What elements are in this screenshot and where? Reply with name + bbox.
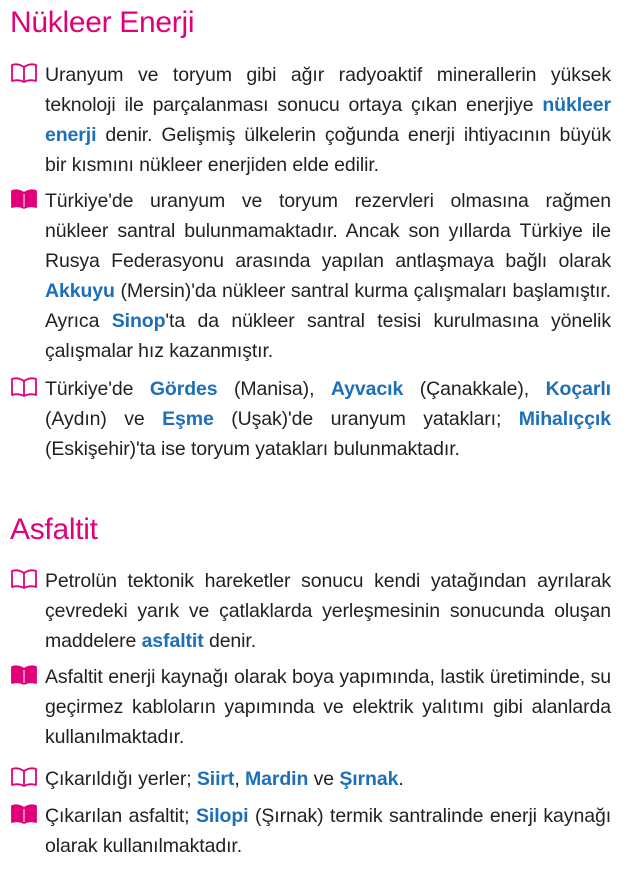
highlight-term: Koçarlı xyxy=(545,378,611,400)
text-run: (Eskişehir)'ta ise toryum yatakları bulunmaktadır. xyxy=(45,438,460,460)
highlight-term: nükleer enerji xyxy=(45,94,611,146)
text-run: (Çanakkale), xyxy=(403,378,546,400)
section-heading: Nükleer Enerji xyxy=(10,6,195,39)
paragraph-text xyxy=(45,764,611,794)
paragraph xyxy=(0,374,620,464)
text-run: Uranyum ve toryum gibi ağır radyoaktif minerallerin yüksek teknoloji ile parçalanması sonucu ortaya çıkan enerjiye xyxy=(45,64,611,116)
text-run: ve xyxy=(308,768,340,790)
text-run: (Manisa), xyxy=(217,378,331,400)
highlight-term: Siirt xyxy=(196,768,235,790)
highlight-term: Eşme xyxy=(162,408,214,430)
paragraph-text xyxy=(45,662,611,752)
paragraph xyxy=(0,801,620,861)
text-run: . xyxy=(398,768,404,790)
text-run: (Mersin)'da nükleer santral kurma çalışmaları başlamıştır. Ayrıca xyxy=(45,280,611,332)
highlight-term: Silopi xyxy=(196,805,249,827)
paragraph xyxy=(0,186,620,366)
highlight-term: Mihalıççık xyxy=(518,408,611,430)
text-run: Çıkarıldığı yerler; xyxy=(45,768,197,790)
paragraph xyxy=(0,662,620,752)
open-book-outline-icon xyxy=(10,568,38,590)
open-book-filled-icon xyxy=(10,188,38,210)
text-run: denir. Gelişmiş ülkelerin çoğunda enerji ihtiyacının büyük bir kısmını nükleer enerjiden elde edilir. xyxy=(45,124,611,176)
open-book-filled-icon xyxy=(10,664,38,686)
highlight-term: Sinop xyxy=(111,310,166,332)
text-run: , xyxy=(234,768,245,790)
open-book-filled-icon xyxy=(10,803,38,825)
text-run: (Şırnak) termik santralinde enerji kaynağı olarak kullanılmaktadır. xyxy=(45,805,612,857)
highlight-term: Akkuyu xyxy=(45,280,115,302)
paragraph-text xyxy=(45,801,611,861)
highlight-term: Şırnak xyxy=(339,768,399,790)
text-run: Türkiye'de xyxy=(45,378,150,400)
text-run: Çıkarılan asfaltit; xyxy=(45,805,197,827)
paragraph-text xyxy=(45,374,611,464)
open-book-outline-icon xyxy=(10,766,38,788)
text-run: Asfaltit enerji kaynağı olarak boya yapımında, lastik üretiminde, su geçirmez kabloların yapımında ve elektrik yalıtımı gibi alanlarda kullanılmaktadır. xyxy=(45,666,611,748)
text-run: Petrolün tektonik hareketler sonucu kendi yatağından ayrılarak çevredeki yarık ve çatlaklarda yerleşmesinin sonucunda oluşan maddelere xyxy=(45,570,611,652)
paragraph xyxy=(0,764,620,794)
text-run: 'ta da nükleer santral tesisi kurulmasına yönelik çalışmalar hız kazanmıştır. xyxy=(45,310,611,362)
paragraph-text xyxy=(45,566,611,656)
text-run: (Aydın) ve xyxy=(45,408,163,430)
text-run: (Uşak)'de uranyum yatakları; xyxy=(213,408,519,430)
highlight-term: Mardin xyxy=(244,768,309,790)
open-book-outline-icon xyxy=(10,62,38,84)
text-run: Türkiye'de uranyum ve toryum rezervleri olmasına rağmen nükleer santral bulunmamaktadır. Ancak son yıllarda Türkiye ile Rusya Federasyonu arasında yapılan antlaşmaya bağlı olarak xyxy=(45,190,611,272)
highlight-term: asfaltit xyxy=(141,630,204,652)
text-run: denir. xyxy=(203,630,257,652)
section-heading: Asfaltit xyxy=(10,513,98,546)
open-book-outline-icon xyxy=(10,376,38,398)
highlight-term: Ayvacık xyxy=(330,378,404,400)
highlight-term: Gördes xyxy=(149,378,218,400)
paragraph-text xyxy=(45,186,611,366)
paragraph xyxy=(0,566,620,656)
paragraph-text xyxy=(45,60,611,180)
paragraph xyxy=(0,60,620,180)
